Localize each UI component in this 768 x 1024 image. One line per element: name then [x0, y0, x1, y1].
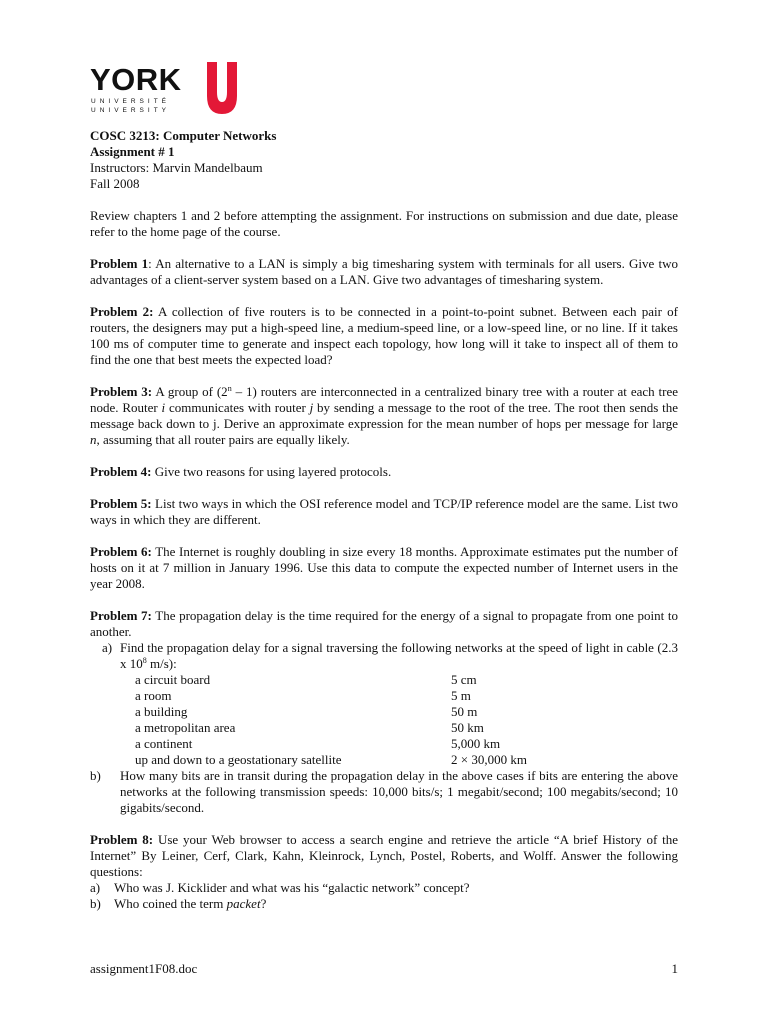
problem-label: Problem 2:	[90, 304, 154, 319]
network-name: a building	[135, 704, 188, 719]
table-row	[135, 672, 678, 688]
problem-text: – 1) routers are interconnected in a centralized binary tree with a router at each tree node. Router	[90, 384, 679, 415]
problem-label: Problem 1	[90, 256, 149, 271]
intro-paragraph: Review chapters 1 and 2 before attempting the assignment. For instructions on submission and due date, please refer to the home page of the course.	[90, 208, 678, 239]
term-packet: packet	[226, 896, 261, 911]
table-row	[135, 720, 678, 736]
logo-york-text: YORK	[90, 62, 182, 97]
network-name: a circuit board	[135, 672, 211, 687]
network-distance: 50 km	[451, 720, 484, 735]
superscript-8: 8	[142, 656, 147, 665]
distance-table	[135, 672, 678, 768]
problem-label: Problem 3:	[90, 384, 153, 399]
list-item	[90, 640, 678, 672]
network-name: up and down to a geostationary satellite	[135, 752, 342, 767]
instructors-line: Instructors: Marvin Mandelbaum	[90, 160, 263, 175]
part-text: ?	[260, 896, 267, 911]
list-item	[90, 896, 678, 912]
problem-text: , assuming that all router pairs are equally likely.	[96, 432, 350, 447]
network-name: a room	[135, 688, 172, 703]
network-distance: 5,000 km	[451, 736, 501, 751]
network-name: a metropolitan area	[135, 720, 236, 735]
problem-2	[90, 304, 678, 368]
problem-text: A collection of five routers is to be connected in a point-to-point subnet. Between each pair of routers, the designers may put a high-speed line, a medium-speed line, or a low-speed line, or no line. If it takes 100 ms of computer time to generate and inspect each topology, how long will it take to inspect all of them to find the one that best meets the expected load?	[90, 304, 679, 367]
problem-8	[90, 832, 678, 912]
york-university-logo	[90, 62, 240, 118]
problem-text: communicates with router	[165, 400, 310, 415]
problem-8-parts	[90, 880, 678, 912]
problem-text: The propagation delay is the time required for the energy of a signal to propagate from one point to another.	[90, 608, 678, 639]
network-distance: 50 m	[451, 704, 478, 719]
footer-page-number: 1	[671, 961, 678, 976]
problem-5	[90, 496, 678, 528]
part-text: How many bits are in transit during the propagation delay in the above cases if bits are entering the above networks at the following transmission speeds: 10,000 bits/s; 1 megabit/second; 100 megabits/second; 10 gigabits/second.	[120, 768, 678, 815]
part-text: m/s):	[146, 656, 177, 671]
variable-i: i	[161, 400, 166, 415]
table-row	[135, 704, 678, 720]
document-body	[90, 128, 678, 912]
table-row	[135, 752, 678, 768]
part-text: Who coined the term	[114, 896, 227, 911]
problem-label: Problem 4:	[90, 464, 152, 479]
header-block	[90, 128, 678, 192]
problem-text: Use your Web browser to access a search engine and retrieve the article “A brief History of the Internet” By Leiner, Cerf, Clark, Kahn, Kleinrock, Lynch, Postel, Roberts, and Wolff. Answer the following questions:	[90, 832, 678, 879]
problem-text: A group of (2	[152, 384, 228, 399]
table-row	[135, 688, 678, 704]
list-item	[90, 768, 678, 816]
problem-label: Problem 5:	[90, 496, 152, 511]
problem-6	[90, 544, 678, 592]
problem-label: Problem 6:	[90, 544, 152, 559]
list-marker: b)	[90, 896, 101, 911]
problem-4	[90, 464, 678, 480]
course-title: COSC 3213: Computer Networks	[90, 128, 277, 143]
page-footer	[90, 961, 678, 977]
problem-7	[90, 608, 678, 816]
superscript-n: n	[227, 384, 232, 393]
problem-label: Problem 8:	[90, 832, 154, 847]
list-marker: b)	[90, 768, 101, 783]
part-text: Who was J. Kicklider and what was his “galactic network” concept?	[114, 880, 470, 895]
problem-1	[90, 256, 678, 288]
problem-text: List two ways in which the OSI reference model and TCP/IP reference model are the same. List two ways in which they are different.	[90, 496, 678, 527]
variable-j: j	[309, 400, 314, 415]
footer-filename: assignment1F08.doc	[90, 961, 198, 976]
logo-university-text: UNIVERSITY	[91, 107, 171, 114]
list-marker: a)	[102, 640, 113, 655]
assignment-title: Assignment # 1	[90, 144, 175, 159]
network-distance: 5 m	[451, 688, 471, 703]
problem-text: : An alternative to a LAN is simply a big timesharing system with terminals for all users. Give two advantages of a client-server system based on a LAN. Give two advantages of timesharing system.	[90, 256, 678, 287]
problem-text: The Internet is roughly doubling in size every 18 months. Approximate estimates put the number of hosts on it at 7 million in January 1996. Use this data to compute the expected number of Internet users in the year 2008.	[90, 544, 678, 591]
variable-n: n	[90, 432, 97, 447]
term-line: Fall 2008	[90, 176, 140, 191]
problem-3	[90, 384, 678, 448]
problem-text: Give two reasons for using layered protocols.	[151, 464, 392, 479]
list-item	[90, 880, 678, 896]
network-distance: 5 cm	[451, 672, 477, 687]
logo-universite-text: UNIVERSITÉ	[91, 98, 171, 105]
network-name: a continent	[135, 736, 193, 751]
red-u-icon	[205, 62, 237, 114]
part-text: Find the propagation delay for a signal traversing the following networks at the speed of light in cable (2.3 x 10	[120, 640, 678, 671]
problem-7-parts	[90, 640, 678, 816]
problem-text: by sending a message to the root of the tree. The root then sends the message back down to j. Derive an approximate expression for the mean number of hops per message for large	[90, 400, 678, 431]
network-distance: 2 × 30,000 km	[451, 752, 527, 767]
list-marker: a)	[90, 880, 101, 895]
problem-label: Problem 7:	[90, 608, 152, 623]
table-row	[135, 736, 678, 752]
